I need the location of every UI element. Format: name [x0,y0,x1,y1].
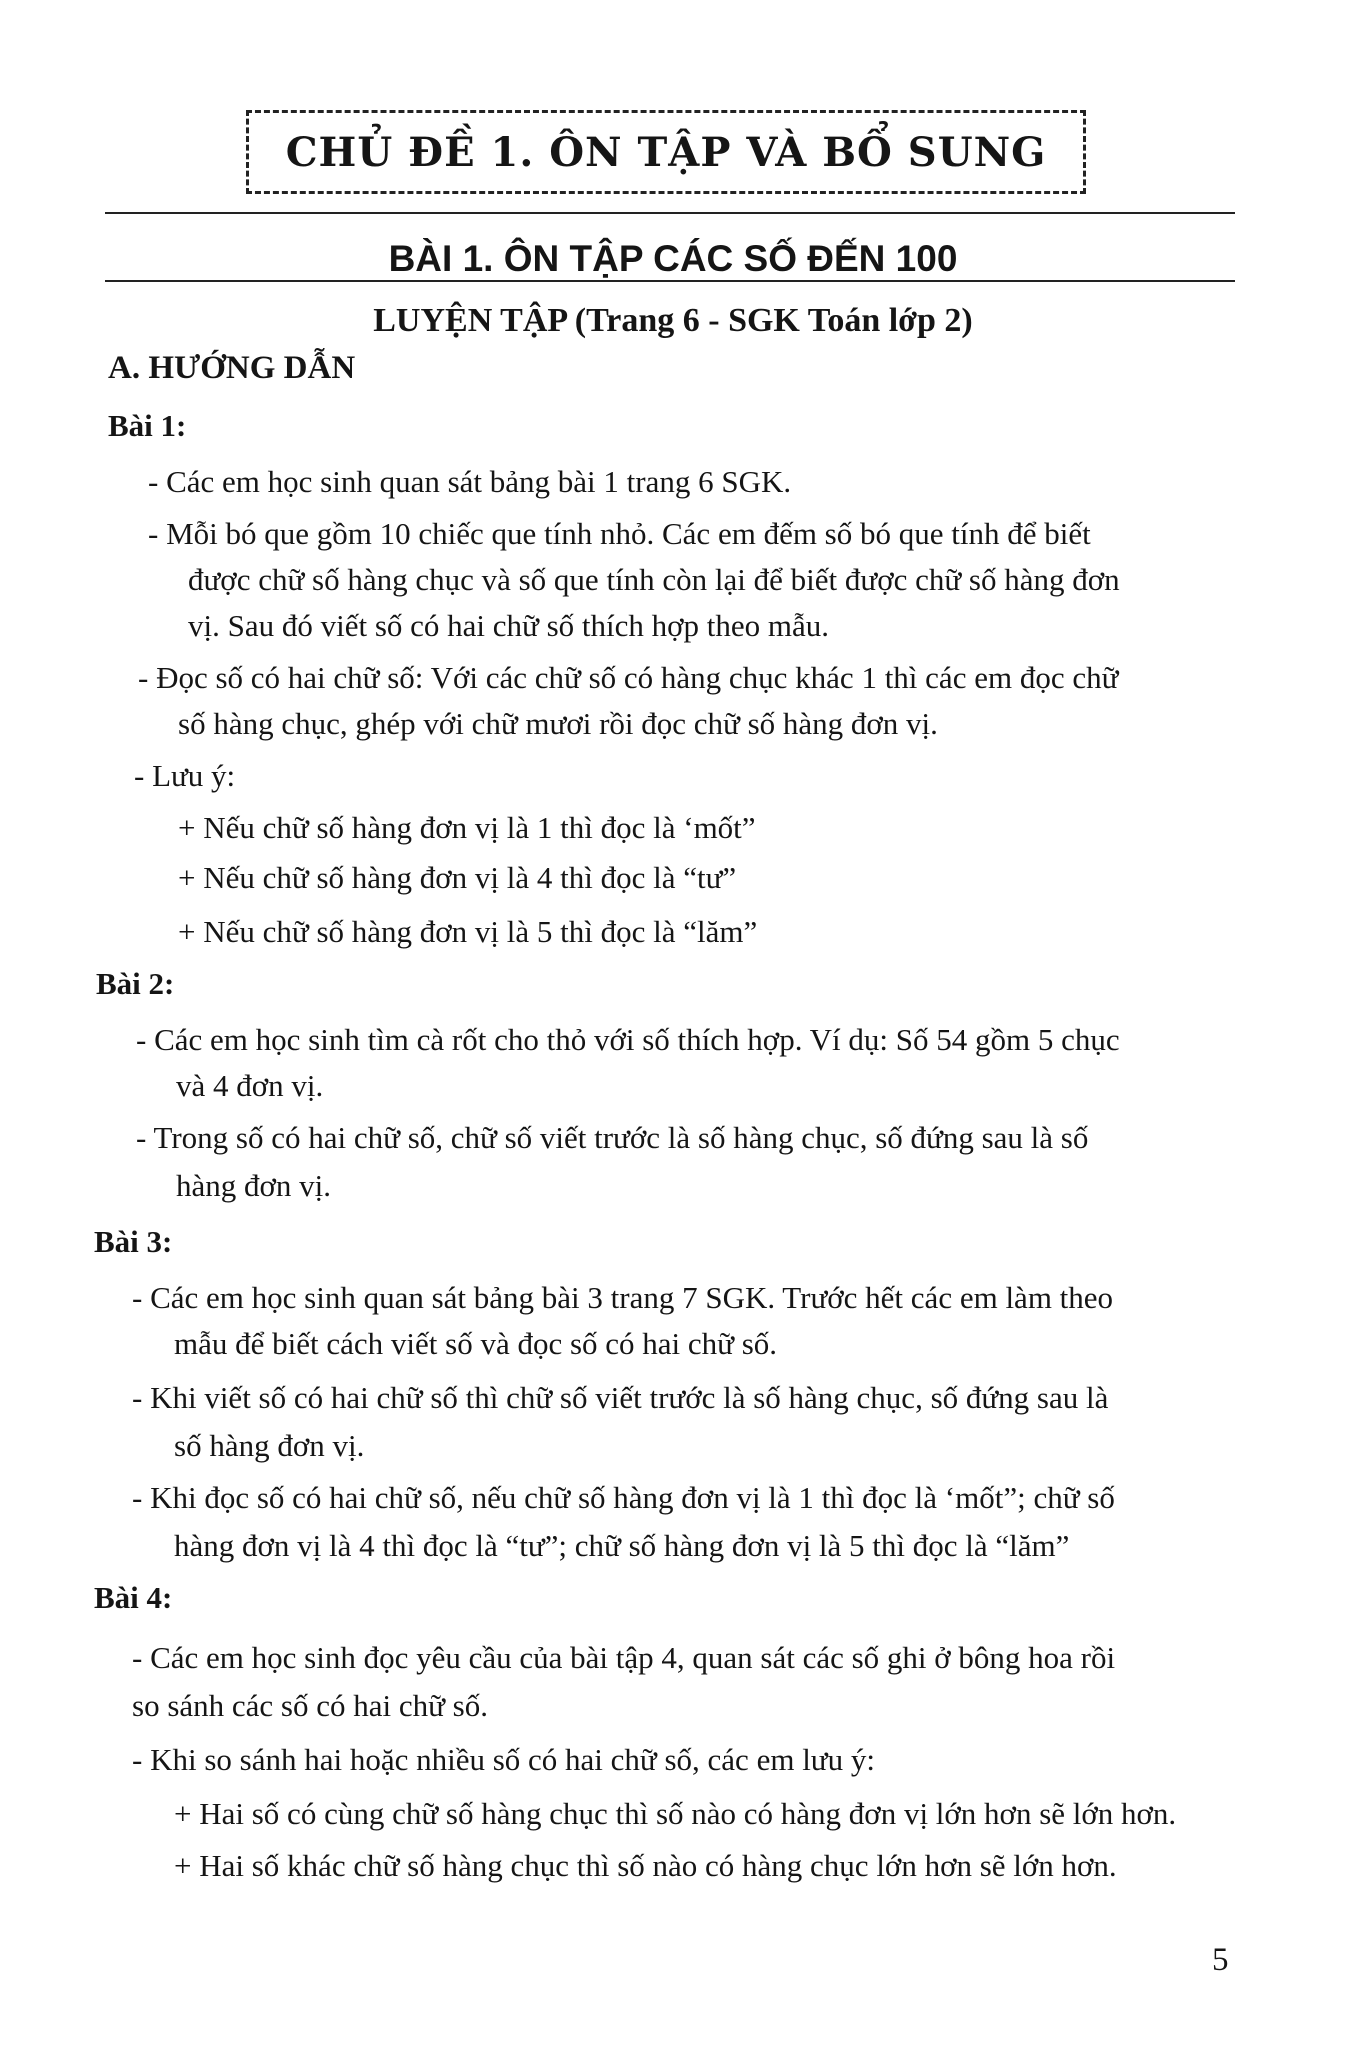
exercise-4-line-4: + Hai số có cùng chữ số hàng chục thì số nào có hàng đơn vị lớn hơn sẽ lớn hơn. [174,1796,1177,1831]
exercise-4-line-2: so sánh các số có hai chữ số. [132,1688,488,1723]
exercise-1-line-6: số hàng chục, ghép với chữ mươi rồi đọc chữ số hàng đơn vị. [178,706,938,741]
exercise-1-note-item-1: + Nếu chữ số hàng đơn vị là 1 thì đọc là ‘mốt” [178,810,756,845]
exercise-3-heading: Bài 3: [94,1224,173,1259]
exercise-2-line-4: hàng đơn vị. [176,1168,332,1203]
exercise-2-line-3: - Trong số có hai chữ số, chữ số viết trước là số hàng chục, số đứng sau là số [136,1120,1089,1155]
exercise-1-line-1: - Các em học sinh quan sát bảng bài 1 trang 6 SGK. [148,464,792,499]
exercise-4-line-5: + Hai số khác chữ số hàng chục thì số nào có hàng chục lớn hơn sẽ lớn hơn. [174,1848,1117,1883]
exercise-4-heading: Bài 4: [94,1580,173,1615]
lesson-title: BÀI 1. ÔN TẬP CÁC SỐ ĐẾN 100 [388,238,958,279]
section-heading: A. HƯỚNG DẪN [108,350,356,386]
exercise-4-line-3: - Khi so sánh hai hoặc nhiều số có hai chữ số, các em lưu ý: [132,1742,875,1777]
page-number: 5 [1212,1942,1229,1978]
practice-title: LUYỆN TẬP (Trang 6 - SGK Toán lớp 2) [373,302,973,339]
exercise-1-note-item-2: + Nếu chữ số hàng đơn vị là 4 thì đọc là “tư” [178,860,737,895]
exercise-1-note-item-3: + Nếu chữ số hàng đơn vị là 5 thì đọc là “lăm” [178,914,758,949]
exercise-1-line-4: vị. Sau đó viết số có hai chữ số thích hợp theo mẫu. [188,608,830,643]
rule-bottom [105,280,1235,282]
exercise-1-line-3: được chữ số hàng chục và số que tính còn lại để biết được chữ số hàng đơn [188,562,1120,597]
exercise-3-line-1: - Các em học sinh quan sát bảng bài 3 trang 7 SGK. Trước hết các em làm theo [132,1280,1114,1315]
exercise-3-line-4: số hàng đơn vị. [174,1428,365,1463]
rule-top [105,212,1235,214]
exercise-2-line-2: và 4 đơn vị. [176,1068,324,1103]
topic-title-box [246,110,1086,194]
exercise-2-heading: Bài 2: [96,966,175,1001]
exercise-4-line-1: - Các em học sinh đọc yêu cầu của bài tập 4, quan sát các số ghi ở bông hoa rồi [132,1640,1116,1675]
exercise-1-line-2: - Mỗi bó que gồm 10 chiếc que tính nhỏ. Các em đếm số bó que tính để biết [148,516,1091,551]
exercise-3-line-3: - Khi viết số có hai chữ số thì chữ số viết trước là số hàng chục, số đứng sau là [132,1380,1109,1415]
exercise-2-line-1: - Các em học sinh tìm cà rốt cho thỏ với số thích hợp. Ví dụ: Số 54 gồm 5 chục [136,1022,1120,1057]
exercise-1-line-5: - Đọc số có hai chữ số: Với các chữ số có hàng chục khác 1 thì các em đọc chữ [138,660,1119,695]
exercise-3-line-6: hàng đơn vị là 4 thì đọc là “tư”; chữ số hàng đơn vị là 5 thì đọc là “lăm” [174,1528,1070,1563]
exercise-1-note: - Lưu ý: [134,758,236,793]
exercise-3-line-2: mẫu để biết cách viết số và đọc số có hai chữ số. [174,1326,778,1361]
exercise-1-heading: Bài 1: [108,408,187,443]
topic-title: CHỦ ĐỀ 1. ÔN TẬP VÀ BỔ SUNG [285,128,1047,176]
exercise-3-line-5: - Khi đọc số có hai chữ số, nếu chữ số hàng đơn vị là 1 thì đọc là ‘mốt”; chữ số [132,1480,1115,1515]
